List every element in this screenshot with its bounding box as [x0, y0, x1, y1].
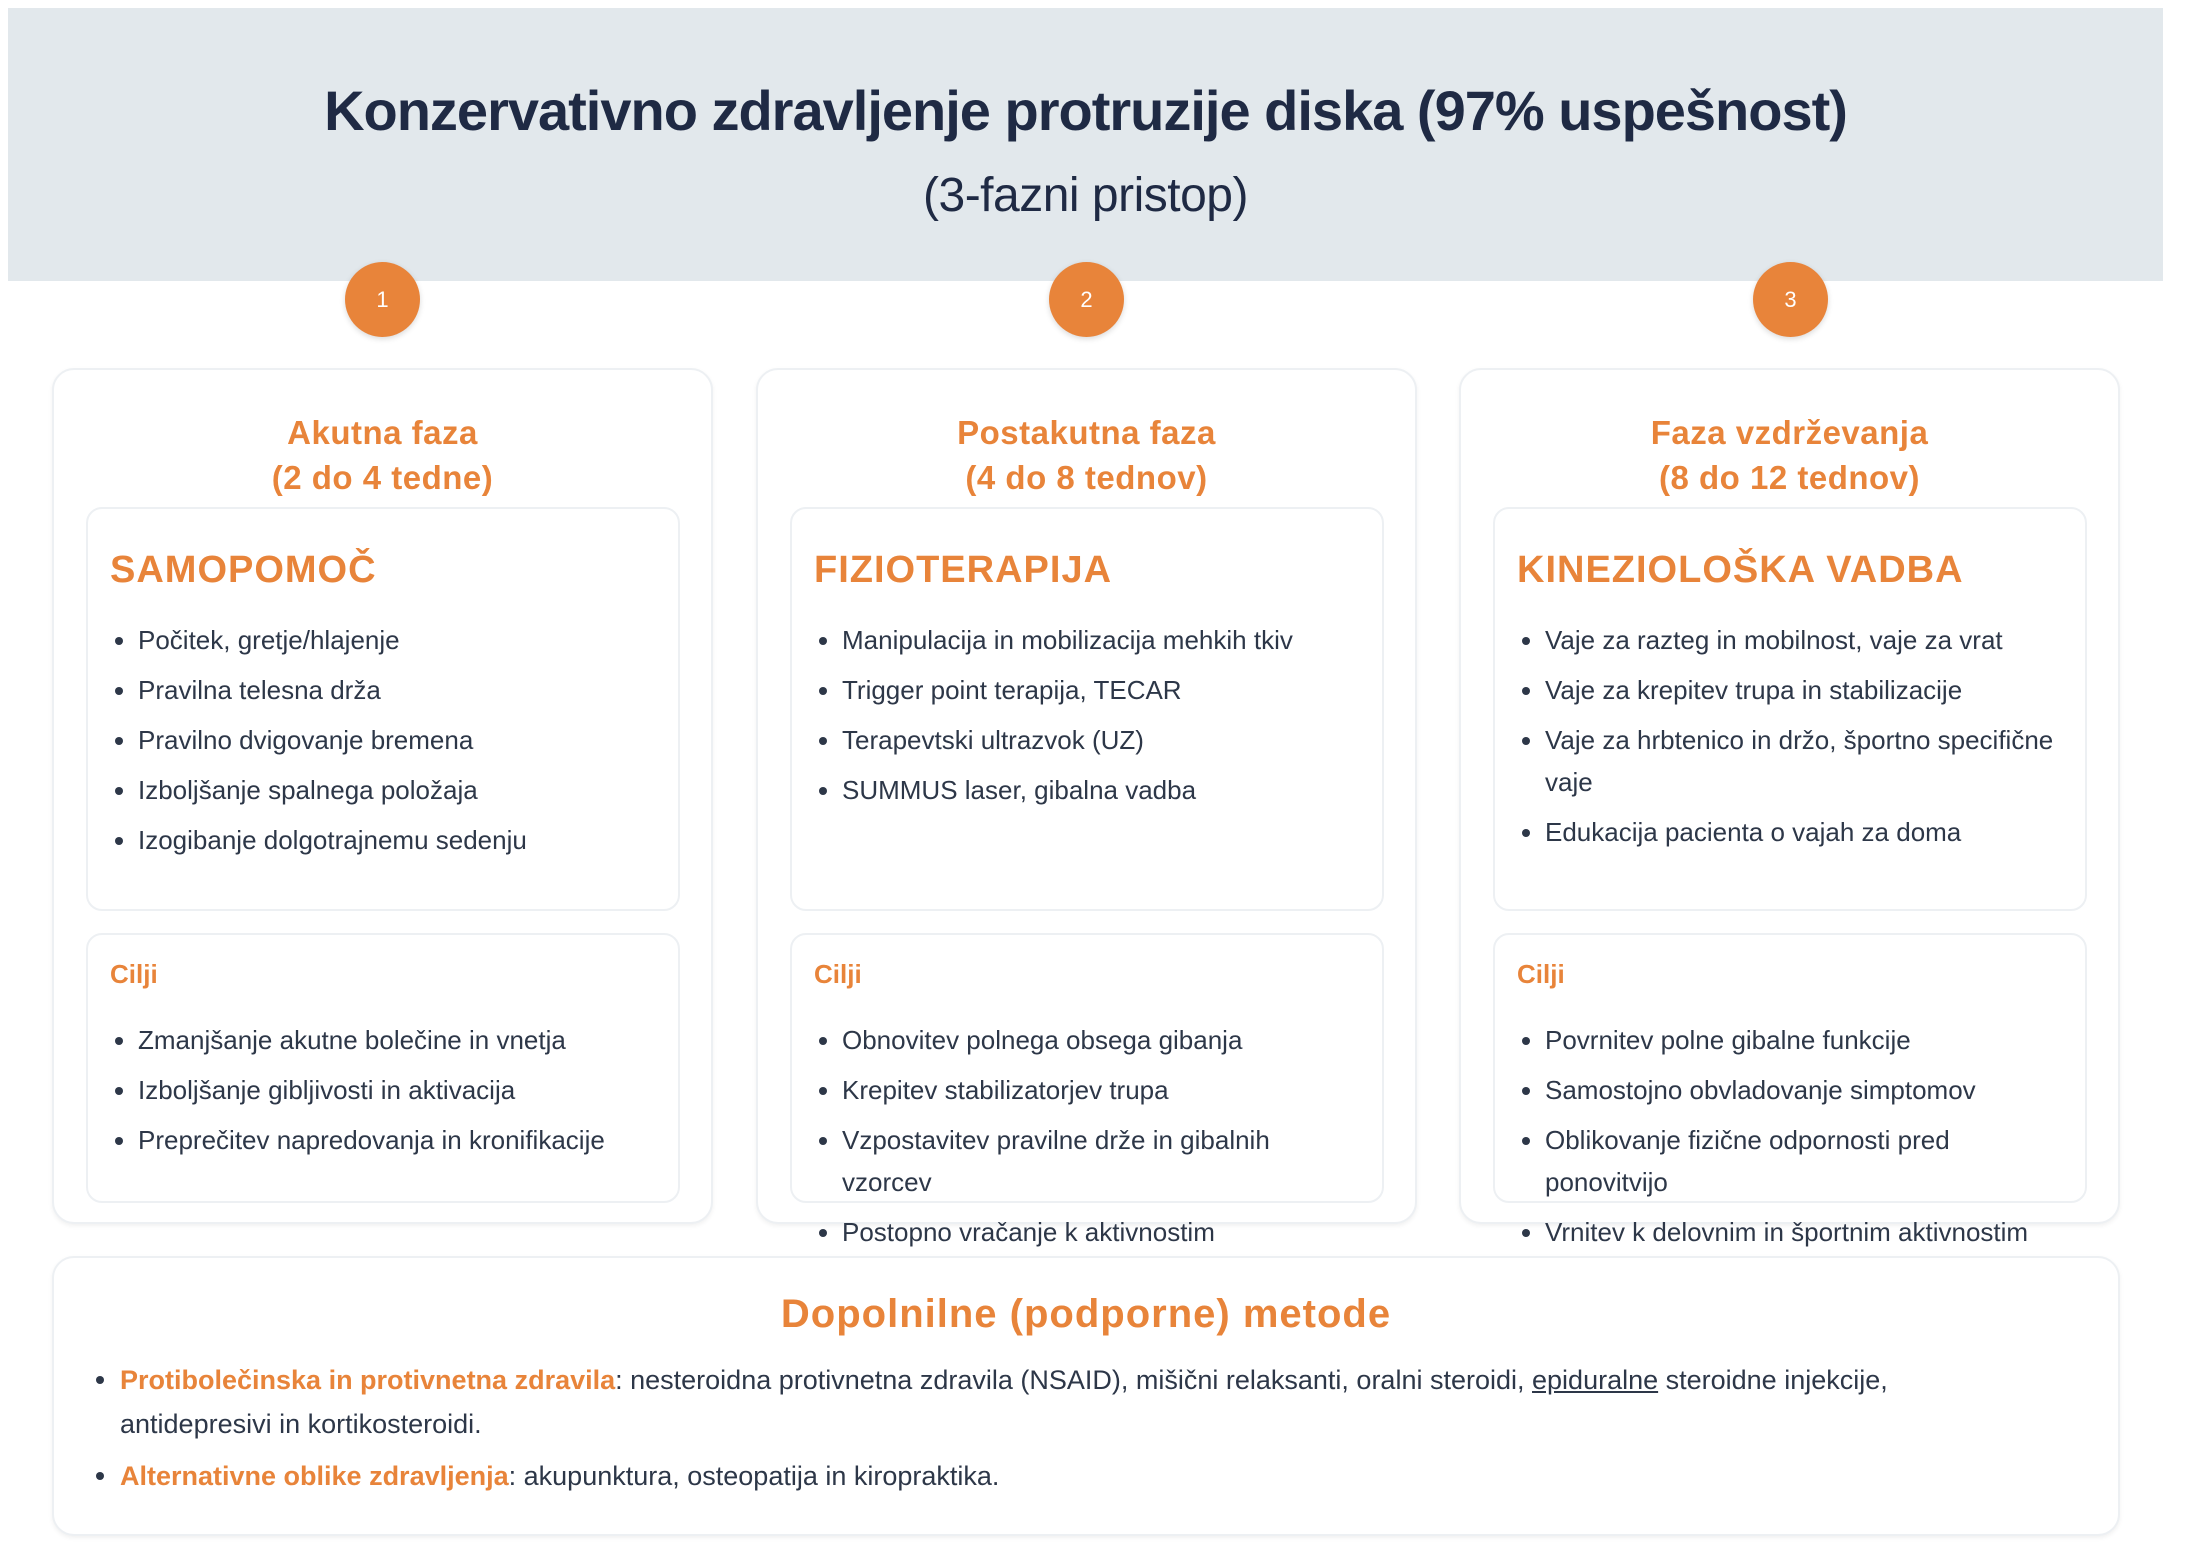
list-item: Povrnitev polne gibalne funkcije: [1545, 1019, 2067, 1061]
list-item: Vrnitev k delovnim in športnim aktivnostim: [1545, 1211, 2067, 1253]
list-item: [120, 1358, 2028, 1446]
phase-duration: (4 do 8 tednov): [965, 459, 1208, 496]
list-item: Vaje za krepitev trupa in stabilizacije: [1545, 669, 2067, 711]
list-item: Obnovitev polnega obsega gibanja: [842, 1019, 1364, 1061]
phase-title: [54, 410, 711, 500]
list-item: Preprečitev napredovanja in kronifikacije: [138, 1119, 660, 1161]
list-item: Vaje za razteg in mobilnost, vaje za vrat: [1545, 619, 2067, 661]
page-subtitle: (3-fazni pristop): [923, 169, 1248, 222]
list-item: Trigger point terapija, TECAR: [842, 669, 1364, 711]
supporting-methods-list: [120, 1358, 2028, 1506]
method-text: : nesteroidna protivnetna zdravila (NSAID), mišični relaksanti, oralni steroidi,: [615, 1365, 1533, 1395]
goals-heading: Cilji: [814, 959, 862, 989]
phase-2-number-badge: 2: [1049, 262, 1124, 337]
treatment-box: [790, 507, 1384, 911]
epidural-link[interactable]: epiduralne: [1532, 1365, 1659, 1395]
list-item: Vaje za hrbtenico in držo, športno specifične vaje: [1545, 719, 2067, 803]
phase-card-acute: [52, 368, 713, 1224]
list-item: Pravilno dvigovanje bremena: [138, 719, 660, 761]
list-item: Edukacija pacienta o vajah za doma: [1545, 811, 2067, 853]
phase-card-postacute: [756, 368, 1417, 1247]
list-item: Manipulacija in mobilizacija mehkih tkiv: [842, 619, 1364, 661]
treatment-heading: KINEZIOLOŠKA VADBA: [1517, 549, 1964, 591]
list-item: Počitek, gretje/hlajenje: [138, 619, 660, 661]
page-title: Konzervativno zdravljenje protruzije diska (97% uspešnost): [324, 79, 1847, 142]
goals-box: [86, 933, 680, 1203]
treatment-box: [86, 507, 680, 911]
supporting-methods-title: Dopolnilne (podporne) metode: [780, 1292, 1392, 1336]
list-item: Postopno vračanje k aktivnostim: [842, 1211, 1364, 1253]
goals-heading: Cilji: [1517, 959, 1565, 989]
page-header: [8, 8, 2163, 281]
phase-duration: (2 do 4 tedne): [271, 459, 494, 496]
phase-title: [758, 410, 1415, 500]
list-item: Izboljšanje gibljivosti in aktivacija: [138, 1069, 660, 1111]
treatment-box: [1493, 507, 2087, 911]
phase-duration: (8 do 12 tednov): [1658, 459, 1921, 496]
treatment-list: [138, 619, 660, 869]
method-text: steroidne injekcije, antidepresivi in kortikosteroidi.: [120, 1365, 1888, 1439]
list-item: Vzpostavitev pravilne drže in gibalnih vzorcev: [842, 1119, 1364, 1203]
treatment-list: [1545, 619, 2067, 861]
list-item: Pravilna telesna drža: [138, 669, 660, 711]
goals-list: [1545, 1019, 2067, 1261]
treatment-heading: FIZIOTERAPIJA: [814, 549, 1113, 591]
goals-list: [842, 1019, 1364, 1261]
list-item: Krepitev stabilizatorjev trupa: [842, 1069, 1364, 1111]
phase-1-number-badge: 1: [345, 262, 420, 337]
goals-list: [138, 1019, 660, 1169]
list-item: Oblikovanje fizične odpornosti pred ponovitvijo: [1545, 1119, 2067, 1203]
list-item: SUMMUS laser, gibalna vadba: [842, 769, 1364, 811]
goals-box: [1493, 933, 2087, 1247]
list-item: Terapevtski ultrazvok (UZ): [842, 719, 1364, 761]
treatment-heading: SAMOPOMOČ: [110, 549, 377, 591]
list-item: Samostojno obvladovanje simptomov: [1545, 1069, 2067, 1111]
list-item: Izogibanje dolgotrajnemu sedenju: [138, 819, 660, 861]
goals-box: [790, 933, 1384, 1247]
treatment-list: [842, 619, 1364, 819]
list-item: Zmanjšanje akutne bolečine in vnetja: [138, 1019, 660, 1061]
phase-card-maintenance: [1459, 368, 2120, 1247]
phase-title: [1461, 410, 2118, 500]
goals-heading: Cilji: [110, 959, 158, 989]
phase-name: Postakutna faza: [957, 414, 1216, 451]
supporting-methods-card: [52, 1256, 2120, 1536]
phase-3-number-badge: 3: [1753, 262, 1828, 337]
phase-name: Faza vzdrževanja: [1650, 414, 1929, 451]
method-label: Protibolečinska in protivnetna zdravila: [120, 1365, 616, 1395]
method-label: Alternativne oblike zdravljenja: [120, 1461, 509, 1491]
phase-name: Akutna faza: [287, 414, 478, 451]
method-text: : akupunktura, osteopatija in kiropraktika.: [508, 1461, 1000, 1491]
list-item: Izboljšanje spalnega položaja: [138, 769, 660, 811]
list-item: [120, 1454, 2028, 1498]
